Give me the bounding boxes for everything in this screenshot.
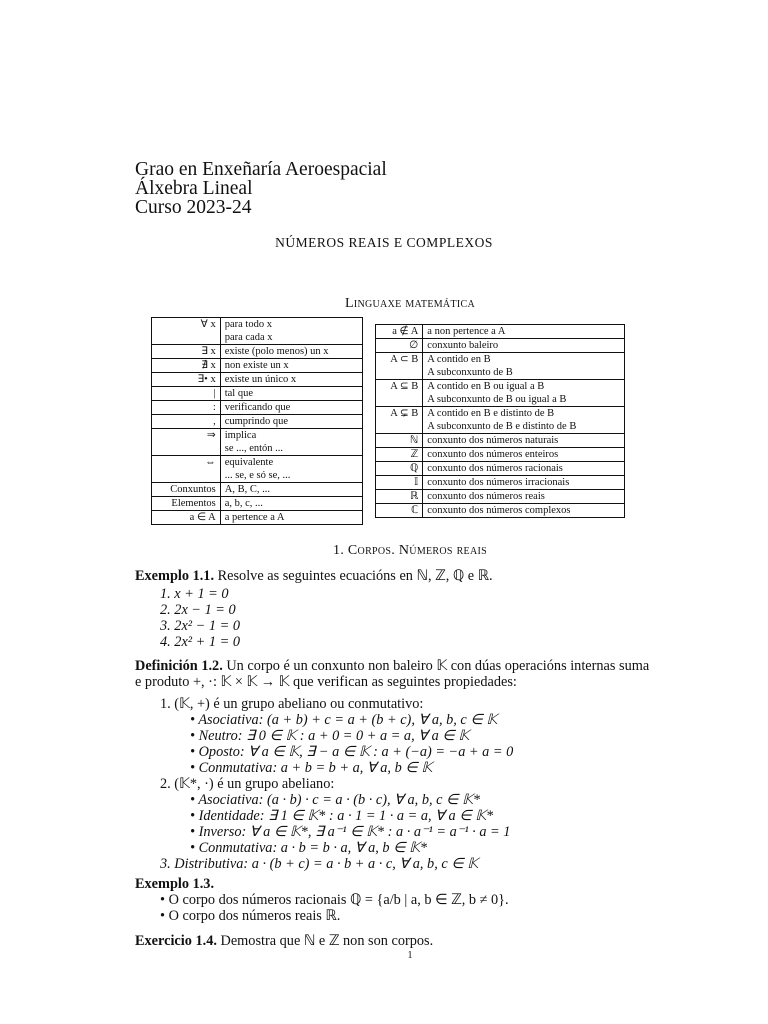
list-item: 2. 2x − 1 = 0 [160, 602, 236, 618]
meaning-cell [220, 497, 362, 511]
meaning-line: implica [224, 430, 257, 441]
table-row [152, 401, 363, 415]
definition-1-2-label: Definición 1.2. [135, 658, 223, 674]
left-symbol-table [151, 317, 363, 525]
meaning-line: equivalente [224, 457, 274, 468]
table-row [152, 511, 363, 525]
table-row [152, 318, 363, 345]
exercise-1-4 [135, 933, 433, 949]
table-row [376, 434, 625, 448]
table-row [152, 429, 363, 456]
meaning-cell [220, 387, 362, 401]
list-item: • O corpo dos números racionais ℚ = {a/b | a, b ∈ ℤ, b ≠ 0}. [160, 892, 509, 908]
meaning-line: conxunto dos números enteiros [427, 449, 559, 460]
meaning-cell [220, 345, 362, 359]
list-item: • Neutro: ∃ 0 ∈ 𝕂 : a + 0 = 0 + a = a, ∀ a ∈ 𝕂 [190, 728, 470, 744]
property-list-1 [160, 712, 513, 776]
symbol-cell: a ∉ A [376, 325, 423, 339]
table-row [152, 497, 363, 511]
meaning-line: A contido en B e distinto de B [427, 408, 555, 419]
meaning-line: a, b, c, ... [224, 498, 263, 509]
list-item: 3. 2x² − 1 = 0 [160, 618, 240, 634]
meaning-line: conxunto baleiro [427, 340, 499, 351]
meaning-line: conxunto dos números reais [427, 491, 545, 502]
symbol-cell: ∀ x [152, 318, 221, 345]
symbol-cell: ℕ [376, 434, 423, 448]
symbol-cell: ⇒ [152, 429, 221, 456]
meaning-line: para cada x [224, 332, 273, 343]
definition-1-2 [135, 658, 649, 690]
symbol-cell: ℝ [376, 490, 423, 504]
table-row [376, 380, 625, 407]
page-number: 1 [407, 950, 413, 961]
meaning-line: existe (polo menos) un x [224, 346, 329, 357]
property-group-2: 2. (𝕂*, ·) é un grupo abeliano: [160, 776, 335, 792]
symbol-cell: ℂ [376, 504, 423, 518]
meaning-cell [423, 476, 625, 490]
example-1-1-text: Resolve as seguintes ecuacións en ℕ, ℤ, ℚ e ℝ. [217, 568, 493, 584]
meaning-line: a non pertence a A [427, 326, 506, 337]
table-row [152, 345, 363, 359]
meaning-cell [220, 511, 362, 525]
meaning-line: existe un único x [224, 374, 297, 385]
definition-1-2-line-2: e produto +, ·: 𝕂 × 𝕂 → 𝕂 que verifican as seguintes propiedades: [135, 674, 517, 690]
symbol-cell: a ∈ A [152, 511, 221, 525]
meaning-cell [220, 359, 362, 373]
table-row [152, 483, 363, 497]
list-item: 1. x + 1 = 0 [160, 586, 229, 602]
meaning-line: A, B, C, ... [224, 484, 270, 495]
meaning-line: A contido en B ou igual a B [427, 381, 545, 392]
meaning-line: a pertence a A [224, 512, 285, 523]
meaning-cell [220, 415, 362, 429]
definition-1-2-line-1: Un corpo é un conxunto non baleiro 𝕂 con dúas operacións internas suma [226, 658, 650, 674]
table-row [152, 387, 363, 401]
list-item: 4. 2x² + 1 = 0 [160, 634, 240, 650]
list-item: • Oposto: ∀ a ∈ 𝕂, ∃ − a ∈ 𝕂 : a + (−a) = −a + a = 0 [190, 744, 514, 760]
meaning-line: conxunto dos números naturais [427, 435, 559, 446]
meaning-line: A subconxunto de B e distinto de B [427, 421, 577, 432]
meaning-cell [220, 456, 362, 483]
meaning-line: non existe un x [224, 360, 289, 371]
symbol-cell: ∄ x [152, 359, 221, 373]
list-item: • Conmutativa: a + b = b + a, ∀ a, b ∈ 𝕂 [190, 760, 433, 776]
symbol-cell: A ⊆ B [376, 380, 423, 407]
symbol-cell: | [152, 387, 221, 401]
meaning-cell [220, 429, 362, 456]
example-1-3-label: Exemplo 1.3. [135, 876, 215, 892]
meaning-line: se ..., entón ... [224, 443, 284, 454]
list-item: • Inverso: ∀ a ∈ 𝕂*, ∃ a⁻¹ ∈ 𝕂* : a · a⁻¹ = a⁻¹ · a = 1 [190, 824, 511, 840]
symbol-cell: Elementos [152, 497, 221, 511]
property-group-1: 1. (𝕂, +) é un grupo abeliano ou conmutativo: [160, 696, 424, 712]
meaning-cell [423, 339, 625, 353]
property-group-3: 3. Distributiva: a · (b + c) = a · b + a · c, ∀ a, b, c ∈ 𝕂 [160, 856, 479, 872]
list-item: • O corpo dos números reais ℝ. [160, 908, 341, 924]
meaning-line: para todo x [224, 319, 272, 330]
meaning-line: conxunto dos números complexos [427, 505, 571, 516]
meaning-cell [423, 380, 625, 407]
exercise-1-4-text: Demostra que ℕ e ℤ non son corpos. [220, 933, 434, 949]
table-row [376, 476, 625, 490]
table-row [376, 353, 625, 380]
symbol-cell: ℚ [376, 462, 423, 476]
table-row [152, 373, 363, 387]
meaning-cell [220, 401, 362, 415]
symbol-cell: : [152, 401, 221, 415]
example-1-3 [135, 876, 214, 892]
symbol-cell: 𝕀 [376, 476, 423, 490]
list-item: • Asociativa: (a + b) + c = a + (b + c), ∀ a, b, c ∈ 𝕂 [190, 712, 498, 728]
header-line-3: Curso 2023-24 [135, 197, 252, 218]
symbol-cell: A ⊊ B [376, 407, 423, 434]
symbol-cell: Conxuntos [152, 483, 221, 497]
subtitle-mathematical-language: Linguaxe matemática [345, 296, 475, 311]
table-row [376, 407, 625, 434]
meaning-cell [423, 448, 625, 462]
table-row [152, 415, 363, 429]
header-line-1: Grao en Enxeñaría Aeroespacial [135, 159, 387, 180]
meaning-cell [423, 353, 625, 380]
table-row [152, 456, 363, 483]
meaning-line: verificando que [224, 402, 291, 413]
table-row [376, 339, 625, 353]
meaning-cell [423, 504, 625, 518]
list-item: • Identidade: ∃ 1 ∈ 𝕂* : a · 1 = 1 · a = a, ∀ a ∈ 𝕂* [190, 808, 494, 824]
symbol-cell: ∅ [376, 339, 423, 353]
table-row [376, 462, 625, 476]
definition-1-2-properties [160, 696, 513, 872]
meaning-line: conxunto dos números irracionais [427, 477, 570, 488]
example-1-1-list [160, 586, 240, 650]
list-item: • Conmutativa: a · b = b · a, ∀ a, b ∈ 𝕂* [190, 840, 428, 856]
meaning-cell [220, 373, 362, 387]
table-row [152, 359, 363, 373]
meaning-line: ... se, e só se, ... [224, 470, 291, 481]
meaning-cell [423, 434, 625, 448]
symbol-cell: ∃• x [152, 373, 221, 387]
meaning-line: A subconxunto de B ou igual a B [427, 394, 567, 405]
meaning-line: cumprindo que [224, 416, 289, 427]
example-1-1-label: Exemplo 1.1. [135, 568, 215, 584]
property-list-2 [160, 792, 513, 856]
meaning-line: A contido en B [427, 354, 491, 365]
symbol-cell: ⇔ [152, 456, 221, 483]
table-row [376, 325, 625, 339]
meaning-line: A subconxunto de B [427, 367, 513, 378]
meaning-cell [423, 462, 625, 476]
meaning-cell [423, 325, 625, 339]
right-symbol-table [375, 324, 625, 518]
document-title: NÚMEROS REAIS E COMPLEXOS [275, 235, 493, 250]
meaning-cell [423, 407, 625, 434]
symbol-cell: ℤ [376, 448, 423, 462]
header-line-2: Álxebra Lineal [135, 178, 253, 199]
meaning-line: tal que [224, 388, 254, 399]
table-row [376, 504, 625, 518]
section-heading: 1. Corpos. Números reais [333, 543, 487, 558]
symbol-cell: ∃ x [152, 345, 221, 359]
meaning-line: conxunto dos números racionais [427, 463, 563, 474]
meaning-cell [423, 490, 625, 504]
course-header [135, 160, 387, 217]
meaning-cell [220, 318, 362, 345]
symbol-cell: , [152, 415, 221, 429]
table-row [376, 490, 625, 504]
example-1-3-list [160, 892, 509, 924]
symbol-cell: A ⊂ B [376, 353, 423, 380]
example-1-1 [135, 568, 493, 584]
meaning-cell [220, 483, 362, 497]
exercise-1-4-label: Exercicio 1.4. [135, 933, 217, 949]
list-item: • Asociativa: (a · b) · c = a · (b · c), ∀ a, b, c ∈ 𝕂* [190, 792, 480, 808]
table-row [376, 448, 625, 462]
